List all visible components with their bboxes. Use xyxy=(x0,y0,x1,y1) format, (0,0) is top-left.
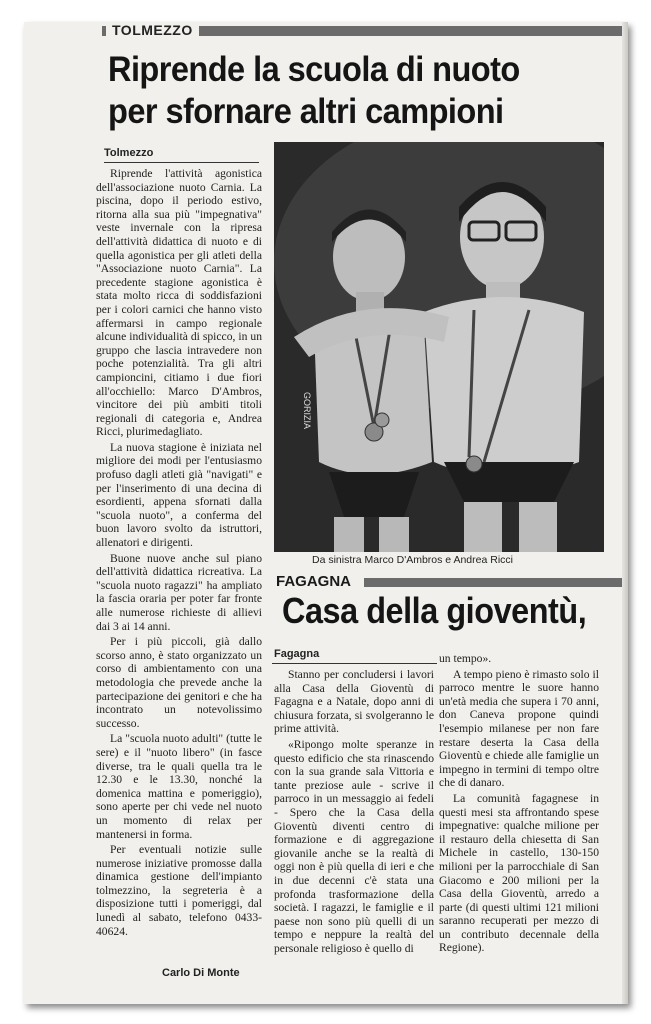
article1-paragraph: Riprende l'attività agonistica dell'associazione nuoto Carnia. La piscina, dopo il periodo estivo, ritorna alla sua più "impegnativa" veste invernale con la ripresa dell'attività didattica di nuoto e di quella agonistica per gli atleti della "Associazione nuoto Carnia". La precedente stagione agonistica è stata molto ricca di soddisfazioni per i colori carnici che hanno visto affermarsi in campo regionale alcune individualità di spicco, in un gruppo che lascia intravedere non poche potenzialità. Tra gli altri campioncini, citiamo i due fiori all'occhiello: Marco D'Ambros, vincitore dei più ambiti titoli regionali di categoria e, Andrea Ricci, plurimedagliato. xyxy=(96,167,262,439)
article2-column2 xyxy=(439,652,599,957)
article2-paragraph: La comunità fagagnese in questi mesi sta affrontando spese impegnative: qualche milione per il restauro della chiesetta di San Michele in castello, 130-150 milioni per la parrocchiale di San Giacomo e 200 milioni per la Casa della Gioventù, arredo a parte (di questi ultimi 121 milioni saranno recuperati per mezzo di un contributo decennale della Regione). xyxy=(439,791,599,955)
article1-paragraph: Buone nuove anche sul piano dell'attività didattica ricreativa. La "scuola nuoto ragazzi" ha ampliato la fascia oraria per poter far fronte alle numerose richieste di allievi dai 3 ai 14 anni. xyxy=(96,551,262,633)
article2-kicker-rule xyxy=(364,578,624,587)
swimmers-photo xyxy=(274,142,604,552)
article2-paragraph: Stanno per concludersi i lavori alla Casa della Gioventù di Fagagna e a Natale, dopo anni di chiusura forzata, si svolgeranno le prime attività. xyxy=(274,668,434,736)
article2-kicker: FAGAGNA xyxy=(276,573,351,590)
photo-caption: Da sinistra Marco D'Ambros e Andrea Ricci xyxy=(312,554,513,566)
article2-paragraph: A tempo pieno è rimasto solo il parroco mentre le suore hanno un'età media che supera i 70 anni, don Caneva propone quindi l'esempio milanese per non fare restare deserta la Casa della Gioventù e chiede alle famiglie un impegno in termini di tempo oltre che di danaro. xyxy=(439,667,599,790)
article1-paragraph: La nuova stagione è iniziata nel migliore dei modi per l'entusiasmo profuso dagli atleti già "navigati" e per l'inserimento di una decina di esordienti, appena sfornati dalla "scuola nuoto", a conferma del buon lavoro svolto da istruttori, allenatori e dirigenti. xyxy=(96,440,262,550)
article1-paragraph: Per eventuali notizie sulle numerose iniziative promosse dalla dinamica gestione dell'impianto tolmezzino, la segreteria è a disposizione tutti i pomeriggi, dal lunedì al sabato, telefono 0433-40624. xyxy=(96,843,262,938)
swimsuit-text: GORIZIA xyxy=(302,392,312,430)
article2-location-rule xyxy=(272,663,437,664)
article1-headline-line1: Riprende la scuola di nuoto xyxy=(108,50,520,89)
article1-location: Tolmezzo xyxy=(104,147,154,159)
location-rule xyxy=(104,162,259,163)
article1-signature: Carlo Di Monte xyxy=(162,967,240,979)
article1-paragraph: La "scuola nuoto adulti" (tutte le sere) e il "nuoto libero" (in fasce diverse, tra le quali quella tra le 12.30 e le 13.30, nonché la domenica mattina e pomeriggio), sono aperte per chi vede nel nuoto un momento di relax per mantenersi in forma. xyxy=(96,732,262,841)
article1-body xyxy=(96,167,262,940)
article1-paragraph: Per i più piccoli, già dallo scorso anno, è stato organizzato un corso di ambientamento con una metodologia che prevede anche la partecipazione dei genitori e che ha incontrato un notevolissimo successo. xyxy=(96,635,262,730)
article2-paragraph: «Ripongo molte speranze in questo edificio che sta rinascendo con la sua grande sala Vittoria e tante preziose aule - scrive il parroco in un messaggio ai fedeli - Spero che la Casa della Gioventù diventi centro di formazione e di aggregazione giovanile anche se la realtà di oggi non è più quella di ieri e che in due decenni c'è stata una profonda trasformazione della società. I ragazzi, le famiglie e il paese non sono più quelli di un tempo e neppure la realtà del personale religioso è quello di xyxy=(274,737,434,955)
article2-headline: Casa della gioventù, xyxy=(282,590,587,631)
article2-location: Fagagna xyxy=(274,648,320,660)
newspaper-clipping xyxy=(24,22,628,1004)
article1-headline-line2: per sfornare altri campioni xyxy=(108,92,504,131)
article2-column1 xyxy=(274,668,434,957)
article2-paragraph: un tempo». xyxy=(439,652,492,665)
swimmers-illustration xyxy=(274,142,604,552)
article1-kicker: TOLMEZZO xyxy=(106,22,199,38)
